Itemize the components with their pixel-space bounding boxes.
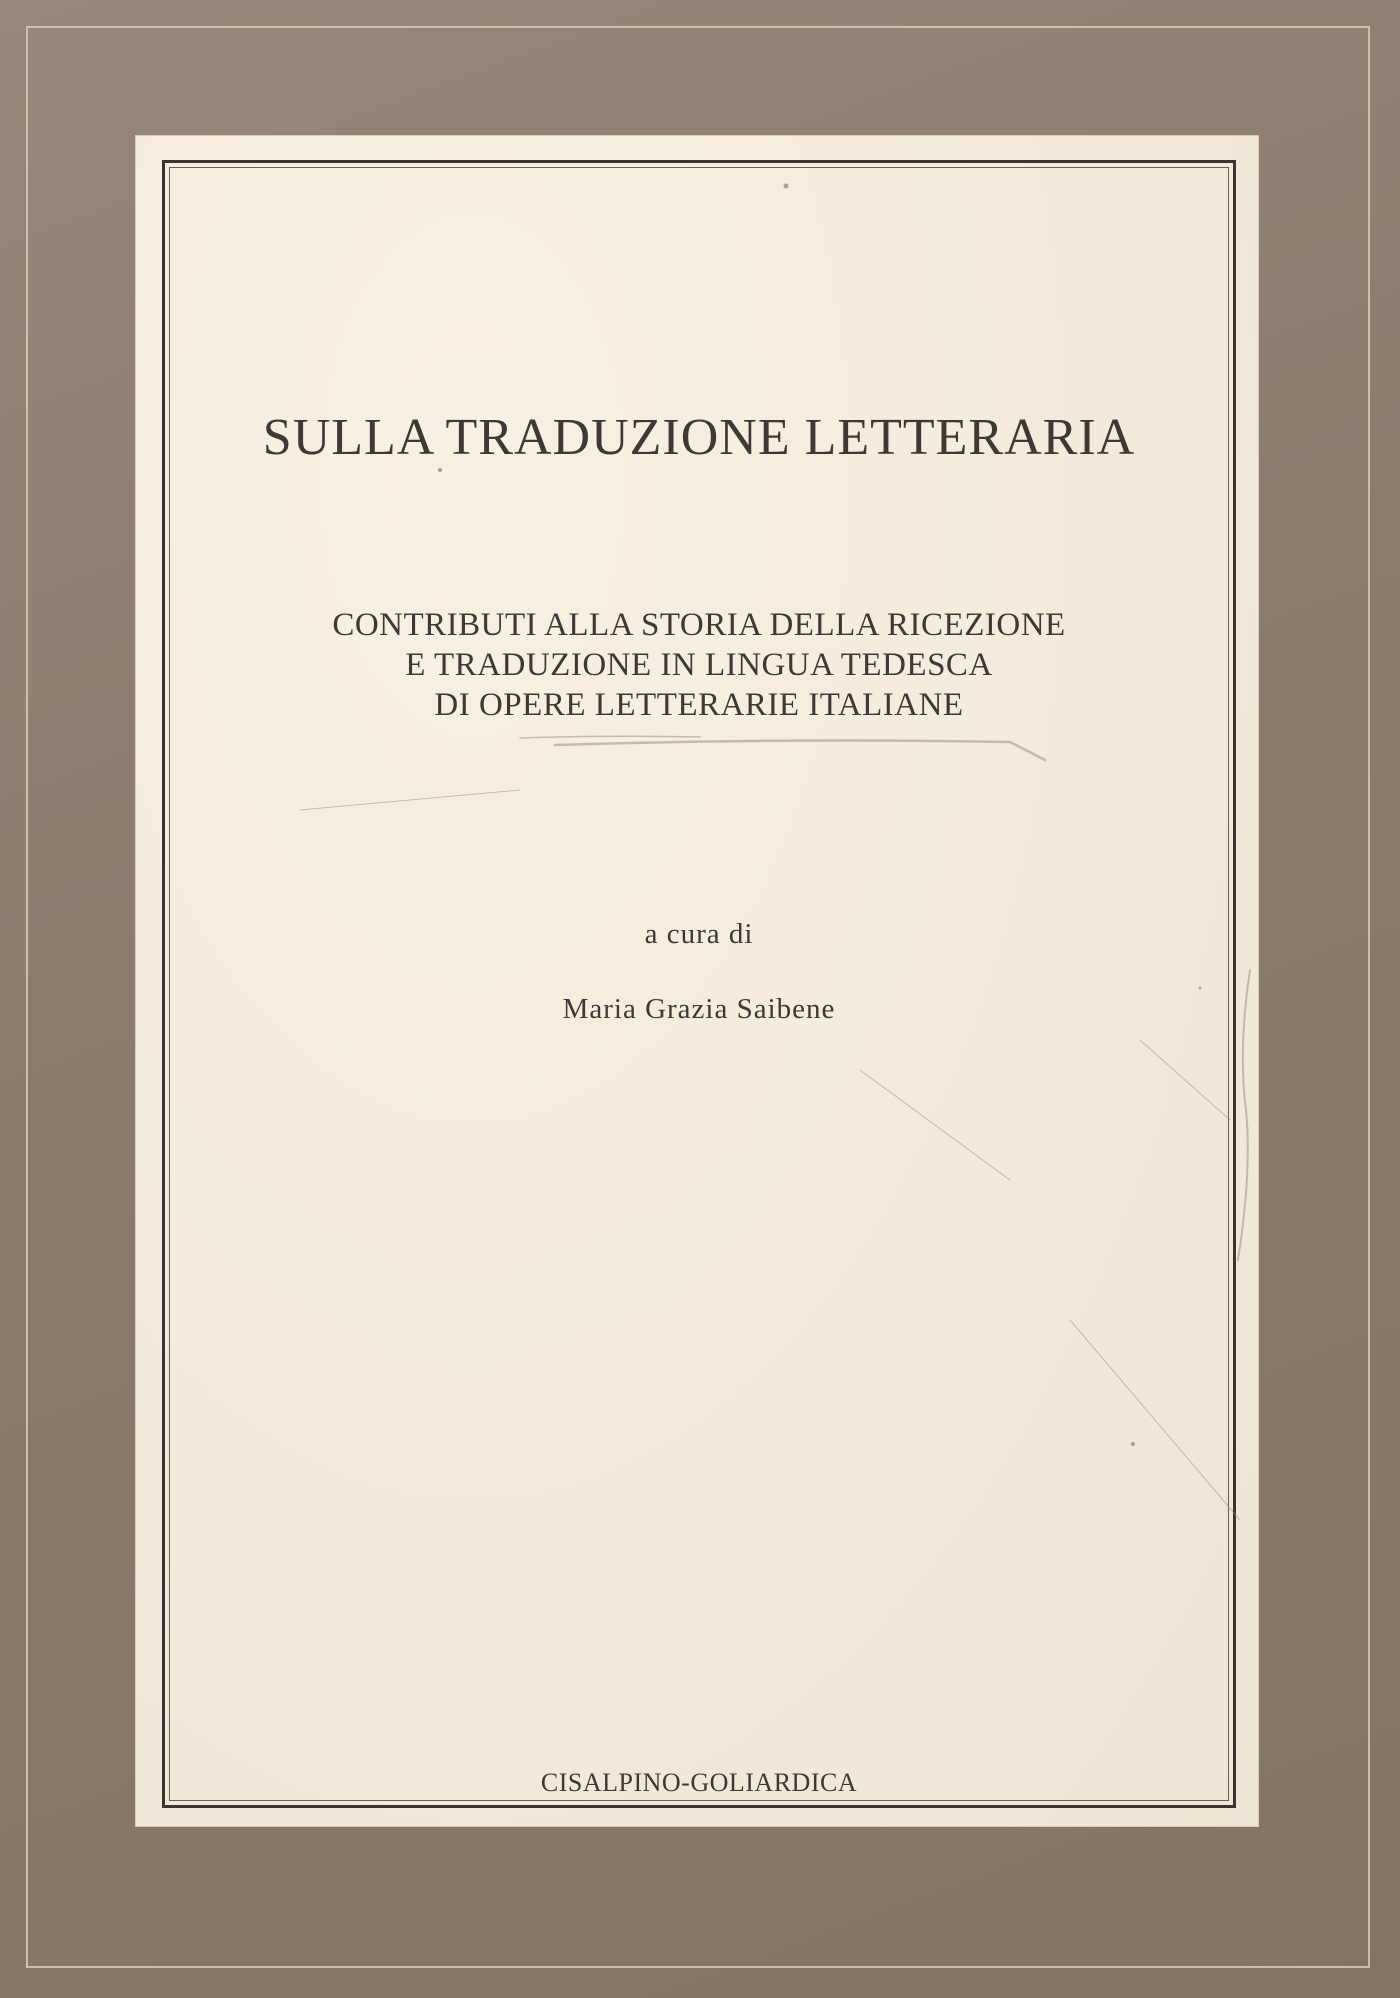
subtitle-line-1: CONTRIBUTI ALLA STORIA DELLA RICEZIONE — [332, 607, 1066, 643]
subtitle-line-2: E TRADUZIONE IN LINGUA TEDESCA — [405, 647, 993, 683]
subtitle-line-3: DI OPERE LETTERARIE ITALIANE — [434, 687, 964, 723]
book-subtitle — [162, 605, 1236, 725]
publisher-name: CISALPINO-GOLIARDICA — [540, 1768, 858, 1797]
editor-intro: a cura di — [644, 918, 754, 950]
editor-name: Maria Grazia Saibene — [562, 993, 836, 1025]
book-title: SULLA TRADUZIONE LETTERARIA — [262, 409, 1136, 466]
